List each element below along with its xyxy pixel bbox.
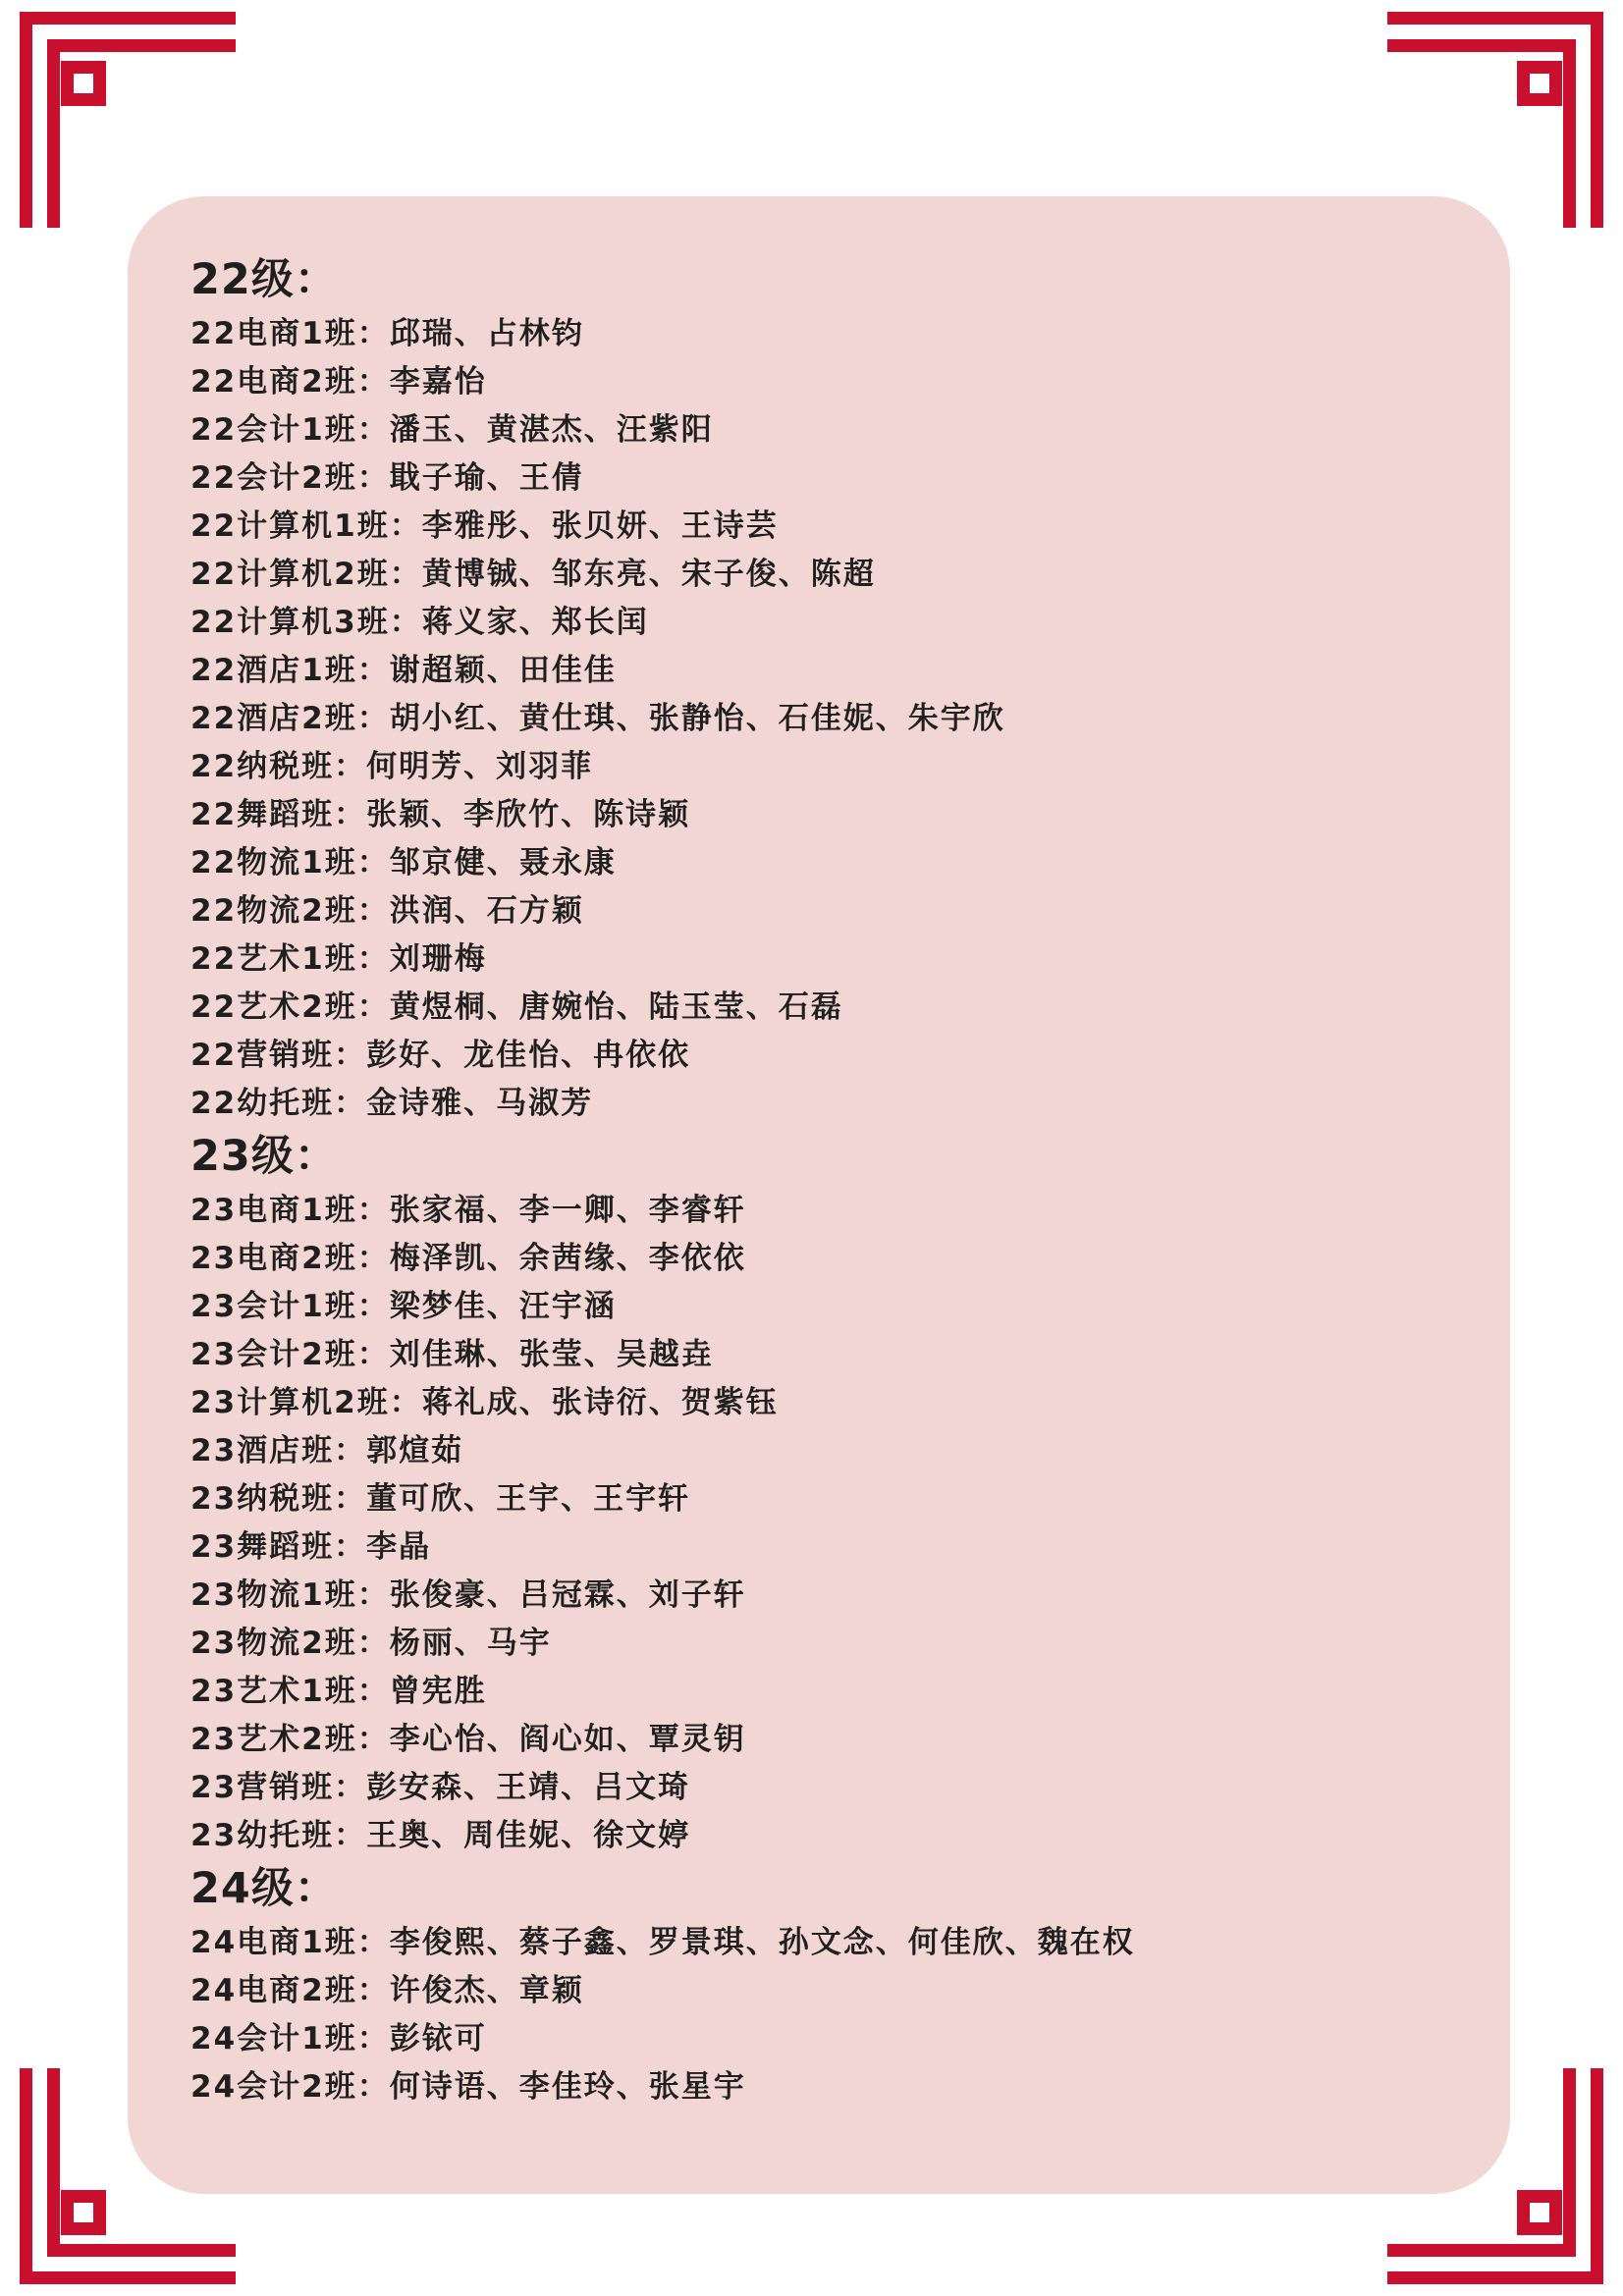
grade-section-22 (190, 251, 1467, 1128)
class-row: 22电商2班：李嘉怡 (190, 364, 487, 400)
class-row: 23艺术2班：李心怡、阎心如、覃灵钥 (190, 1722, 746, 1757)
class-row: 23酒店班：郭煊茹 (190, 1433, 464, 1468)
honor-list (190, 251, 1467, 2111)
class-row: 23计算机2班：蒋礼成、张诗衍、贺紫钰 (190, 1385, 779, 1420)
class-row: 22会计1班：潘玉、黄湛杰、汪紫阳 (190, 412, 714, 448)
class-row: 22酒店1班：谢超颖、田佳佳 (190, 653, 617, 688)
class-row: 23电商2班：梅泽凯、余茜缘、李依依 (190, 1241, 746, 1276)
class-row: 22幼托班：金诗雅、马淑芳 (190, 1086, 594, 1121)
grade-section-24 (190, 1860, 1467, 2111)
class-row: 23营销班：彭安森、王靖、吕文琦 (190, 1770, 691, 1805)
class-row: 23艺术1班：曾宪胜 (190, 1674, 487, 1709)
class-row: 23舞蹈班：李晶 (190, 1529, 432, 1565)
class-row: 22计算机3班：蒋义家、郑长闰 (190, 605, 649, 640)
class-row: 22酒店2班：胡小红、黄仕琪、张静怡、石佳妮、朱宇欣 (190, 701, 1005, 736)
class-row: 23纳税班：董可欣、王宇、王宇轩 (190, 1481, 691, 1517)
grade-heading: 22级： (190, 255, 338, 304)
class-row: 23会计1班：梁梦佳、汪宇涵 (190, 1289, 617, 1324)
class-row: 22会计2班：戢子瑜、王倩 (190, 460, 584, 496)
class-row: 24会计1班：彭铱可 (190, 2021, 487, 2056)
class-row: 23会计2班：刘佳琳、张莹、吴越垚 (190, 1337, 714, 1372)
class-row: 22计算机1班：李雅彤、张贝妍、王诗芸 (190, 508, 779, 544)
class-row: 22计算机2班：黄博铖、邹东亮、宋子俊、陈超 (190, 557, 876, 592)
class-row: 22物流1班：邹京健、聂永康 (190, 845, 617, 881)
class-row: 23幼托班：王奥、周佳妮、徐文婷 (190, 1818, 691, 1853)
class-row: 23电商1班：张家福、李一卿、李睿轩 (190, 1193, 746, 1228)
class-row: 22营销班：彭好、龙佳怡、冉依依 (190, 1038, 691, 1073)
class-row: 24电商2班：许俊杰、章颖 (190, 1973, 584, 2008)
grade-section-23 (190, 1128, 1467, 1860)
class-row: 24会计2班：何诗语、李佳玲、张星宇 (190, 2069, 746, 2105)
class-row: 24电商1班：李俊熙、蔡子鑫、罗景琪、孙文念、何佳欣、魏在权 (190, 1925, 1135, 1960)
class-row: 22物流2班：洪润、石方颖 (190, 893, 584, 929)
class-row: 23物流2班：杨丽、马宇 (190, 1626, 552, 1661)
grade-heading: 24级： (190, 1864, 338, 1913)
grade-heading: 23级： (190, 1132, 338, 1181)
class-row: 22纳税班：何明芳、刘羽菲 (190, 749, 594, 784)
class-row: 23物流1班：张俊豪、吕冠霖、刘子轩 (190, 1577, 746, 1613)
class-row: 22艺术1班：刘珊梅 (190, 941, 487, 977)
class-row: 22艺术2班：黄煜桐、唐婉怡、陆玉莹、石磊 (190, 989, 843, 1025)
class-row: 22舞蹈班：张颖、李欣竹、陈诗颖 (190, 797, 691, 832)
class-row: 22电商1班：邱瑞、占林钧 (190, 316, 584, 351)
